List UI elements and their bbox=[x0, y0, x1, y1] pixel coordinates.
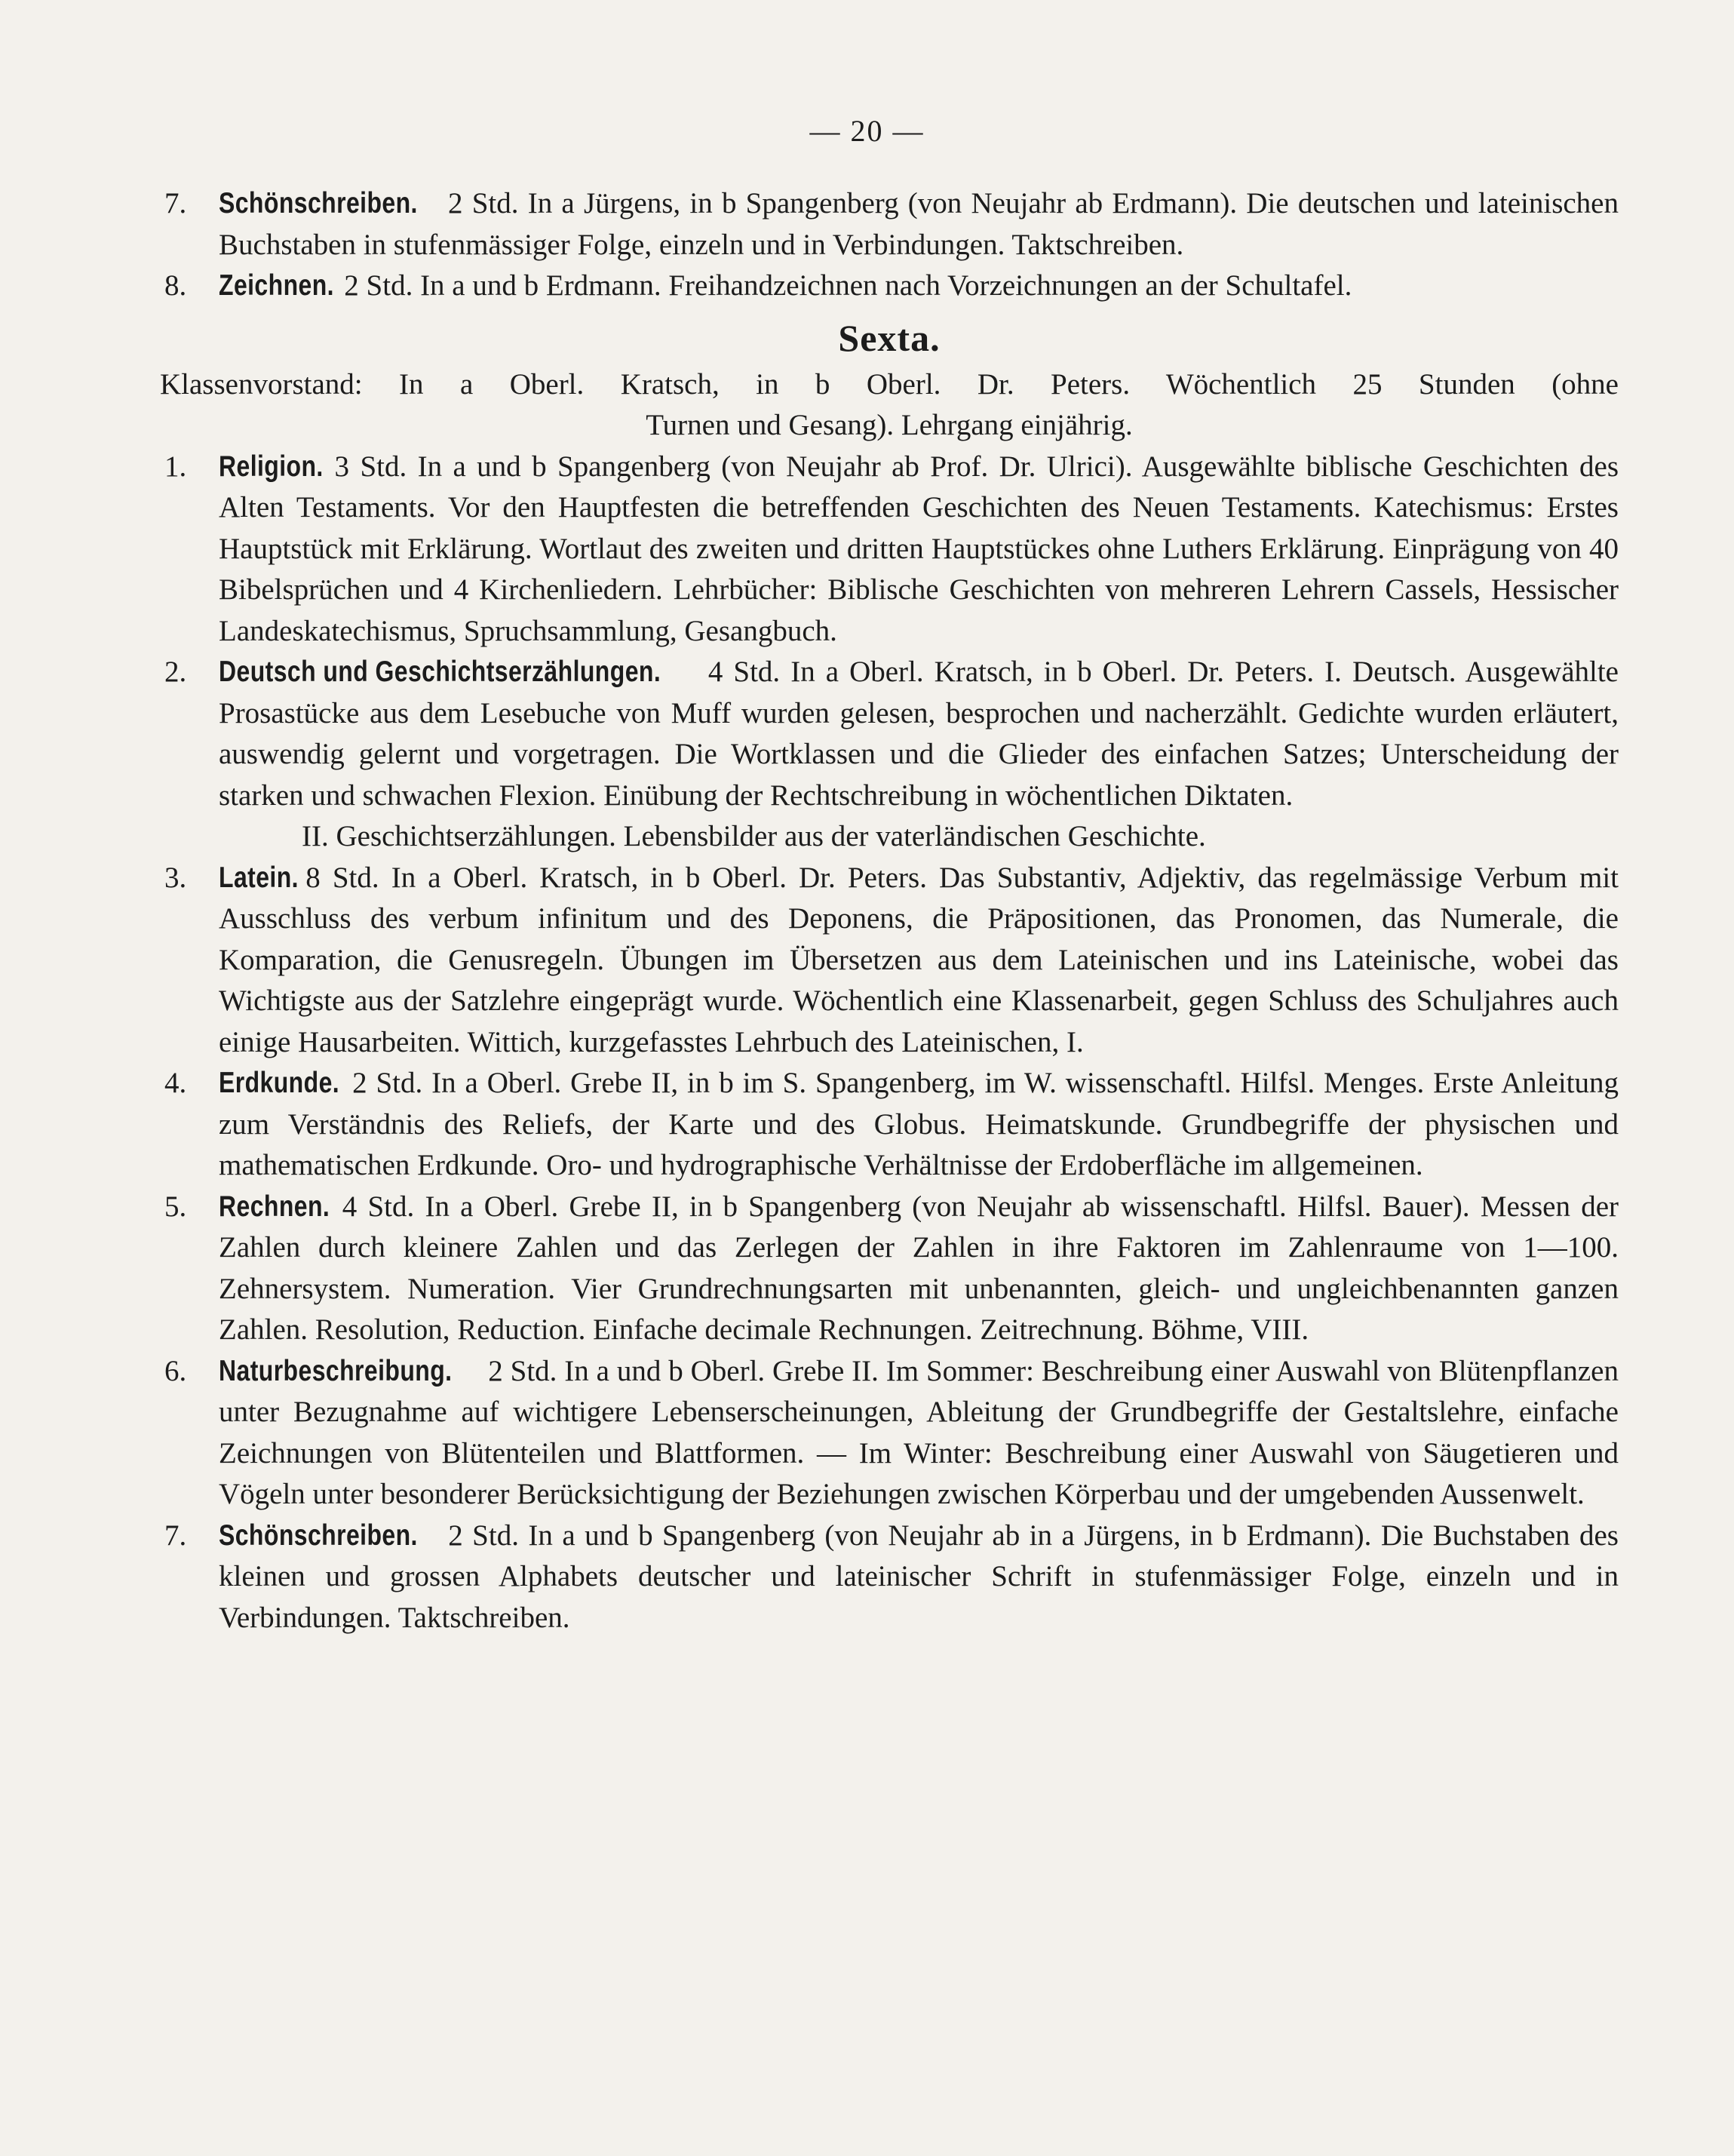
section-title-sexta: Sexta. bbox=[838, 316, 941, 359]
item-subject: Erdkunde. bbox=[219, 1067, 340, 1099]
item-text: 8 Std. In a Oberl. Kratsch, in b Oberl. Dr. Peters. Das Substantiv, Adjektiv, das regelmässige Verbum mit Ausschluss des verbum infinitum und des Deponens, die Präpositionen, das Pronomen, das Numerale, die Komparation, die Genusregeln. Übungen im Übersetzen aus dem Lateinischen und ins Lateinische, wobei das Wichtigste aus der Satzlehre eingeprägt wurde. Wöchentlich eine Klassenarbeit, gegen Schluss des Schuljahres auch einige Hausarbeiten. Wittich, kurzgefasstes Lehrbuch des Lateinischen, I. bbox=[219, 861, 1619, 1058]
list-item-naturbeschreibung bbox=[160, 1351, 1619, 1516]
item-number: 3. bbox=[164, 861, 187, 894]
list-item-zeichnen bbox=[160, 266, 1619, 307]
item-subsection: II. Geschichtserzählungen. Lebensbilder aus der vaterländischen Geschichte. bbox=[302, 820, 1206, 852]
klassenvorstand-continuation: Turnen und Gesang). Lehrgang einjährig. bbox=[646, 409, 1133, 441]
item-text: 4 Std. In a Oberl. Grebe II, in b Spangenberg (von Neujahr ab wissenschaftl. Hilfsl. Bauer). Messen der Zahlen durch kleinere Zahlen und das Zerlegen der Zahlen in ihre Faktoren im Zahlenraume von 1—100. Zehnersystem. Numeration. Vier Grundrechnungsarten mit unbenannten, gleich- und ungleichbenannten ganzen Zahlen. Resolution, Reduction. Einfache decimale Rechnungen. Zeitrechnung. Böhme, VIII. bbox=[219, 1190, 1619, 1346]
item-text: 2 Std. In a Oberl. Grebe II, in b im S. Spangenberg, im W. wissenschaftl. Hilfsl. Menges. Erste Anleitung zum Verständnis des Reliefs, der Karte und des Globus. Heimatskunde. Grundbegriffe der physischen und mathematischen Erdkunde. Oro- und hydrographische Verhältnisse der Erdoberfläche im allgemeinen. bbox=[219, 1067, 1619, 1181]
list-item-schoenschreiben bbox=[160, 1516, 1619, 1639]
list-item-schoenschreiben-prev bbox=[160, 183, 1619, 266]
item-text: 3 Std. In a und b Spangenberg (von Neujahr ab Prof. Dr. Ulrici). Ausgewählte biblische Geschichten des Alten Testaments. Vor den Hauptfesten die betreffenden Geschichten des Neuen Testaments. Katechismus: Erstes Hauptstück mit Erklärung. Wortlaut des zweiten und dritten Hauptstückes ohne Luthers Erklärung. Einprägung von 40 Bibelsprüchen und 4 Kirchenliedern. Lehrbücher: Biblische Geschichten von mehreren Lehrern Cassels, Hessischer Landeskatechismus, Spruchsammlung, Gesangbuch. bbox=[219, 450, 1619, 647]
item-text: 2 Std. In a und b Erdmann. Freihandzeichnen nach Vorzeichnungen an der Schultafel. bbox=[336, 269, 1352, 302]
item-number: 2. bbox=[164, 656, 187, 688]
item-subject: Schönschreiben. bbox=[219, 1519, 418, 1552]
item-text: 2 Std. In a und b Spangenberg (von Neujahr ab in a Jürgens, in b Erdmann). Die Buchstaben des kleinen und grossen Alphabets deutscher und lateinischer Schrift in stufenmässiger Folge, einzeln und in Verbindungen. Taktschreiben. bbox=[219, 1519, 1619, 1634]
item-text: 4 Std. In a Oberl. Kratsch, in b Oberl. Dr. Peters. I. Deutsch. Ausgewählte Prosastücke aus dem Lesebuche von Muff wurden gelesen, besprochen und nacherzählt. Gedichte wurden erläutert, auswendig gelernt und vorgetragen. Die Wortklassen und die Glieder des einfachen Satzes; Unterscheidung der starken und schwachen Flexion. Einübung der Rechtschreibung in wöchentlichen Diktaten. bbox=[219, 656, 1619, 812]
item-subject: Schönschreiben. bbox=[219, 187, 418, 220]
item-subject: Deutsch und Geschichtserzählungen. bbox=[219, 656, 661, 688]
page-number: — 20 — bbox=[809, 114, 925, 148]
list-item-deutsch bbox=[160, 652, 1619, 858]
item-number: 7. bbox=[164, 187, 187, 220]
item-number: 4. bbox=[164, 1067, 187, 1099]
item-number: 7. bbox=[164, 1519, 187, 1552]
item-subject: Zeichnen. bbox=[219, 269, 334, 302]
item-number: 1. bbox=[164, 450, 187, 483]
item-number: 8. bbox=[164, 269, 187, 302]
list-item-latein bbox=[160, 858, 1619, 1064]
list-item-erdkunde bbox=[160, 1063, 1619, 1187]
item-subject: Naturbeschreibung. bbox=[219, 1354, 453, 1387]
item-number: 6. bbox=[164, 1354, 187, 1387]
list-item-religion bbox=[160, 447, 1619, 653]
item-subject: Rechnen. bbox=[219, 1190, 330, 1223]
list-item-rechnen bbox=[160, 1187, 1619, 1351]
item-number: 5. bbox=[164, 1190, 187, 1223]
item-text: 2 Std. In a und b Oberl. Grebe II. Im Sommer: Beschreibung einer Auswahl von Blütenpflanzen unter Bezugnahme auf wichtigere Lebenserscheinungen, Ableitung der Grundbegriffe der Gestaltslehre, einfache Zeichnungen von Blütenteilen und Blattformen. — Im Winter: Beschreibung einer Auswahl von Säugetieren und Vögeln unter besonderer Berücksichtigung der Beziehungen zwischen Körperbau und der umgebenden Aussenwelt. bbox=[219, 1354, 1619, 1510]
document-body bbox=[160, 183, 1619, 1638]
klassenvorstand-line: Klassenvorstand: In a Oberl. Kratsch, in b Oberl. Dr. Peters. Wöchentlich 25 Stunden (ohne bbox=[160, 367, 1619, 401]
item-subject: Latein. bbox=[219, 861, 299, 894]
item-subject: Religion. bbox=[219, 450, 324, 483]
item-text: 2 Std. In a Jürgens, in b Spangenberg (von Neujahr ab Erdmann). Die deutschen und lateinischen Buchstaben in stufenmässiger Folge, einzeln und in Verbindungen. Taktschreiben. bbox=[219, 187, 1619, 261]
